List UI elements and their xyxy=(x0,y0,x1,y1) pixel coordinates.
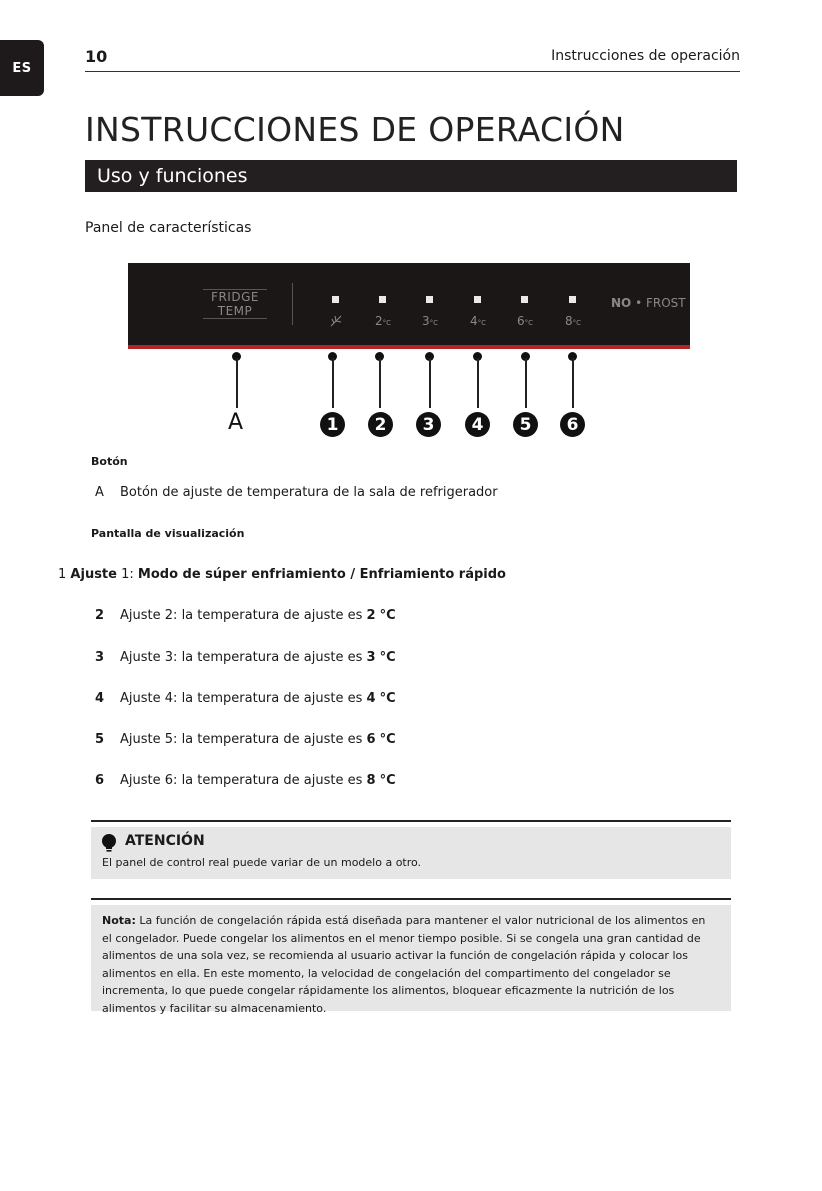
setting-unit: °C xyxy=(379,650,396,665)
setting-desc: la temperatura de ajuste es xyxy=(181,691,363,706)
callout-2: 2 xyxy=(368,412,393,437)
setting-n: 3: xyxy=(164,650,178,665)
indicator-led-6 xyxy=(569,296,576,303)
setting-key: 6 xyxy=(95,773,105,788)
temp-value: 6 xyxy=(516,314,525,328)
setting-text xyxy=(120,732,396,747)
temp-unit: °C xyxy=(572,319,582,327)
temp-unit: °C xyxy=(429,319,439,327)
subsection-heading: Panel de características xyxy=(85,220,252,236)
callout-5: 5 xyxy=(513,412,538,437)
leader-line-6 xyxy=(572,358,574,408)
callout-3: 3 xyxy=(416,412,441,437)
language-tab: ES xyxy=(0,40,44,96)
fridge-label-line1: FRIDGE xyxy=(211,290,259,304)
indicator-led-1 xyxy=(332,296,339,303)
leader-line-2 xyxy=(379,358,381,408)
setting-n: 6: xyxy=(164,773,178,788)
page-number: 10 xyxy=(85,47,108,66)
no-frost-frost: FROST xyxy=(645,296,686,310)
setting-1-label: Ajuste xyxy=(70,567,117,582)
temp-value: 2 xyxy=(374,314,383,328)
no-frost-logo: NO • FROST xyxy=(611,296,686,310)
setting-1-text: Modo de súper enfriamiento / Enfriamiento rápido xyxy=(137,567,506,582)
setting-1-num: 1 xyxy=(58,567,67,582)
setting-text xyxy=(120,773,396,788)
setting-n: 4: xyxy=(164,691,178,706)
leader-line-1 xyxy=(332,358,334,408)
attention-title: ATENCIÓN xyxy=(125,833,205,849)
panel-separator xyxy=(292,283,293,325)
indicator-led-2 xyxy=(379,296,386,303)
temp-value: 8 xyxy=(564,314,573,328)
button-heading: Botón xyxy=(91,455,128,468)
temp-label-3c xyxy=(415,314,445,328)
leader-line-4 xyxy=(477,358,479,408)
setting-value: 6 xyxy=(366,732,376,747)
lightbulb-icon xyxy=(100,833,118,853)
setting-prefix: Ajuste xyxy=(120,773,161,788)
setting-key: 2 xyxy=(95,608,105,623)
note-label: Nota: xyxy=(102,914,136,927)
temp-unit: °C xyxy=(382,319,392,327)
setting-text xyxy=(120,608,396,623)
temp-unit: °C xyxy=(477,319,487,327)
setting-prefix: Ajuste xyxy=(120,691,161,706)
setting-desc: la temperatura de ajuste es xyxy=(181,650,363,665)
setting-key: 4 xyxy=(95,691,105,706)
setting-unit: °C xyxy=(379,732,396,747)
fridge-label-line2: TEMP xyxy=(217,304,253,318)
attention-body: El panel de control real puede variar de un modelo a otro. xyxy=(102,856,422,869)
setting-value: 2 xyxy=(366,608,376,623)
indicator-led-5 xyxy=(521,296,528,303)
temp-label-8c xyxy=(558,314,588,328)
indicator-led-3 xyxy=(426,296,433,303)
legend-key: A xyxy=(95,485,104,500)
temp-unit: °C xyxy=(524,319,534,327)
setting-desc: la temperatura de ajuste es xyxy=(181,608,363,623)
setting-text xyxy=(120,650,396,665)
setting-n: 2: xyxy=(164,608,178,623)
temp-label-2c xyxy=(368,314,398,328)
callout-1: 1 xyxy=(320,412,345,437)
header-rule xyxy=(85,71,740,72)
setting-value: 4 xyxy=(366,691,376,706)
setting-text xyxy=(120,691,396,706)
setting-value: 8 xyxy=(366,773,376,788)
setting-key: 3 xyxy=(95,650,105,665)
setting-key: 5 xyxy=(95,732,105,747)
setting-unit: °C xyxy=(379,773,396,788)
control-panel-red-stripe xyxy=(128,345,690,349)
note-rule xyxy=(91,898,731,900)
attention-rule xyxy=(91,820,731,822)
callout-4: 4 xyxy=(465,412,490,437)
running-head: Instrucciones de operación xyxy=(551,48,740,64)
setting-unit: °C xyxy=(379,691,396,706)
snowflake-icon xyxy=(321,314,351,331)
note-text xyxy=(102,912,718,1018)
temp-value: 4 xyxy=(469,314,478,328)
temp-value: 3 xyxy=(421,314,430,328)
fridge-temp-button xyxy=(195,289,275,319)
setting-n: 5: xyxy=(164,732,178,747)
page-title: INSTRUCCIONES DE OPERACIÓN xyxy=(85,110,625,149)
leader-line-3 xyxy=(429,358,431,408)
setting-prefix: Ajuste xyxy=(120,732,161,747)
temp-label-4c xyxy=(463,314,493,328)
setting-prefix: Ajuste xyxy=(120,650,161,665)
setting-1-suffix: 1: xyxy=(121,567,134,582)
setting-prefix: Ajuste xyxy=(120,608,161,623)
section-heading: Uso y funciones xyxy=(97,165,248,187)
setting-desc: la temperatura de ajuste es xyxy=(181,732,363,747)
indicator-led-4 xyxy=(474,296,481,303)
leader-line-a xyxy=(236,358,238,408)
temp-label-6c xyxy=(510,314,540,328)
fridge-temp-bottom-line xyxy=(203,318,267,319)
callout-a: A xyxy=(228,410,244,435)
display-heading: Pantalla de visualización xyxy=(91,527,245,540)
legend-text: Botón de ajuste de temperatura de la sala de refrigerador xyxy=(120,485,498,500)
callout-6: 6 xyxy=(560,412,585,437)
setting-desc: la temperatura de ajuste es xyxy=(181,773,363,788)
no-frost-no: NO xyxy=(611,296,632,310)
setting-unit: °C xyxy=(379,608,396,623)
leader-line-5 xyxy=(525,358,527,408)
setting-value: 3 xyxy=(366,650,376,665)
setting-1-row xyxy=(58,567,506,582)
section-heading-bar xyxy=(85,160,737,192)
note-body: La función de congelación rápida está diseñada para mantener el valor nutricional de los alimentos en el congelador. Puede congelar los alimentos en el menor tiempo posible. Si se congela una gran cantidad de alimentos de una sola vez, se recomienda al usuario activar la función de congelación rápida y colocar los alimentos en ella. En este momento, la velocidad de congelación del compartimento del congelador se incrementa, lo que puede congelar rápidamente los alimentos, bloquear eficazmente la nutrición de los alimentos y facilitar su almacenamiento. xyxy=(102,914,706,1015)
